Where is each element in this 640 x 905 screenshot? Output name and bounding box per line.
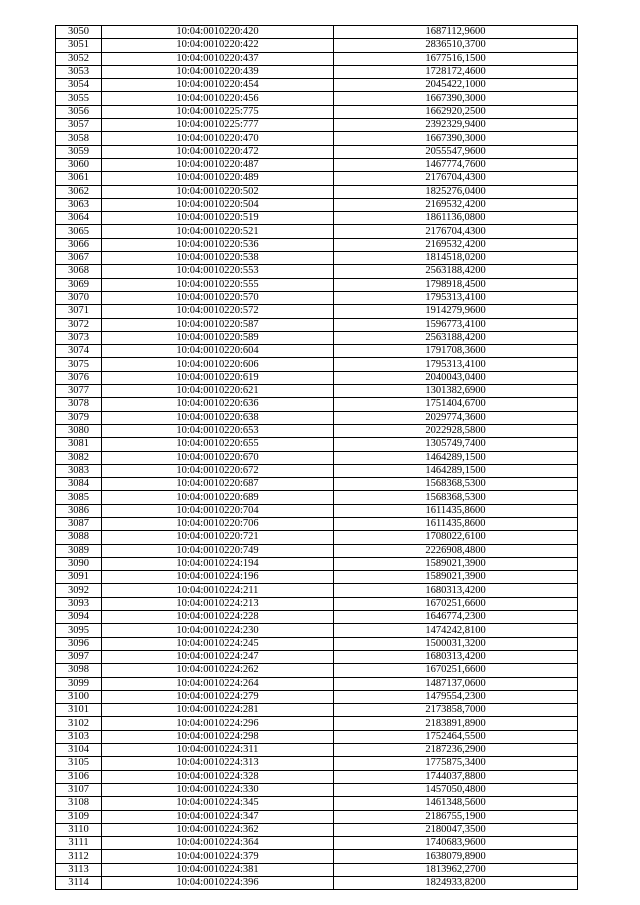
value-cell: 1596773,4100 <box>334 318 578 331</box>
cadastral-number-cell: 10:04:0010220:572 <box>102 305 334 318</box>
cadastral-number-cell: 10:04:0010220:420 <box>102 26 334 39</box>
value-cell: 1474242,8100 <box>334 624 578 637</box>
value-cell: 1611435,8600 <box>334 517 578 530</box>
value-cell: 1824933,8200 <box>334 877 578 890</box>
table-row <box>56 212 578 225</box>
row-number-cell: 3078 <box>56 398 102 411</box>
value-cell: 2180047,3500 <box>334 823 578 836</box>
value-cell: 2029774,3600 <box>334 411 578 424</box>
cadastral-number-cell: 10:04:0010224:347 <box>102 810 334 823</box>
table-row <box>56 278 578 291</box>
cadastral-number-cell: 10:04:0010224:228 <box>102 611 334 624</box>
value-cell: 1728172,4600 <box>334 65 578 78</box>
table-row <box>56 331 578 344</box>
row-number-cell: 3058 <box>56 132 102 145</box>
cadastral-number-cell: 10:04:0010220:687 <box>102 478 334 491</box>
row-number-cell: 3092 <box>56 584 102 597</box>
cadastral-number-cell: 10:04:0010224:330 <box>102 783 334 796</box>
cadastral-number-cell: 10:04:0010220:672 <box>102 464 334 477</box>
value-cell: 1740683,9600 <box>334 837 578 850</box>
table-row <box>56 198 578 211</box>
table-row <box>56 345 578 358</box>
value-cell: 1487137,0600 <box>334 677 578 690</box>
value-cell: 2173858,7000 <box>334 704 578 717</box>
table-row <box>56 172 578 185</box>
table-row <box>56 850 578 863</box>
value-cell: 2563188,4200 <box>334 265 578 278</box>
value-cell: 1751404,6700 <box>334 398 578 411</box>
cadastral-number-cell: 10:04:0010220:439 <box>102 65 334 78</box>
value-cell: 1464289,1500 <box>334 451 578 464</box>
cadastral-number-cell: 10:04:0010220:536 <box>102 238 334 251</box>
value-cell: 1667390,3000 <box>334 132 578 145</box>
table-row <box>56 105 578 118</box>
cadastral-number-cell: 10:04:0010224:279 <box>102 690 334 703</box>
cadastral-number-cell: 10:04:0010220:704 <box>102 504 334 517</box>
row-number-cell: 3065 <box>56 225 102 238</box>
value-cell: 2169532,4200 <box>334 198 578 211</box>
cadastral-number-cell: 10:04:0010224:194 <box>102 557 334 570</box>
value-cell: 1667390,3000 <box>334 92 578 105</box>
row-number-cell: 3070 <box>56 291 102 304</box>
value-cell: 1795313,4100 <box>334 358 578 371</box>
value-cell: 2176704,4300 <box>334 225 578 238</box>
value-cell: 2563188,4200 <box>334 331 578 344</box>
table-row <box>56 491 578 504</box>
row-number-cell: 3059 <box>56 145 102 158</box>
row-number-cell: 3069 <box>56 278 102 291</box>
value-cell: 1814518,0200 <box>334 252 578 265</box>
cadastral-number-cell: 10:04:0010220:689 <box>102 491 334 504</box>
table-body <box>56 26 578 890</box>
value-cell: 2022928,5800 <box>334 424 578 437</box>
table-row <box>56 730 578 743</box>
table-row <box>56 478 578 491</box>
table-row <box>56 837 578 850</box>
table-row <box>56 451 578 464</box>
table-row <box>56 65 578 78</box>
row-number-cell: 3052 <box>56 52 102 65</box>
cadastral-number-cell: 10:04:0010220:538 <box>102 252 334 265</box>
cadastral-number-cell: 10:04:0010224:211 <box>102 584 334 597</box>
row-number-cell: 3108 <box>56 797 102 810</box>
value-cell: 2183891,8900 <box>334 717 578 730</box>
table-row <box>56 717 578 730</box>
table-row <box>56 517 578 530</box>
cadastral-number-cell: 10:04:0010224:298 <box>102 730 334 743</box>
row-number-cell: 3113 <box>56 863 102 876</box>
cadastral-number-cell: 10:04:0010220:587 <box>102 318 334 331</box>
cadastral-number-cell: 10:04:0010224:381 <box>102 863 334 876</box>
cadastral-number-cell: 10:04:0010220:606 <box>102 358 334 371</box>
table-row <box>56 145 578 158</box>
value-cell: 1500031,3200 <box>334 637 578 650</box>
row-number-cell: 3104 <box>56 744 102 757</box>
value-cell: 1568368,5300 <box>334 478 578 491</box>
value-cell: 2055547,9600 <box>334 145 578 158</box>
table-row <box>56 770 578 783</box>
row-number-cell: 3080 <box>56 424 102 437</box>
table-row <box>56 810 578 823</box>
cadastral-number-cell: 10:04:0010224:247 <box>102 650 334 663</box>
row-number-cell: 3063 <box>56 198 102 211</box>
value-cell: 2040043,0400 <box>334 371 578 384</box>
row-number-cell: 3101 <box>56 704 102 717</box>
value-cell: 1301382,6900 <box>334 385 578 398</box>
table-row <box>56 39 578 52</box>
row-number-cell: 3060 <box>56 158 102 171</box>
table-row <box>56 504 578 517</box>
cadastral-number-cell: 10:04:0010225:777 <box>102 119 334 132</box>
table-row <box>56 119 578 132</box>
cadastral-number-cell: 10:04:0010220:589 <box>102 331 334 344</box>
table-row <box>56 358 578 371</box>
cadastral-number-cell: 10:04:0010220:454 <box>102 79 334 92</box>
table-row <box>56 185 578 198</box>
cadastral-number-cell: 10:04:0010220:553 <box>102 265 334 278</box>
value-cell: 1479554,2300 <box>334 690 578 703</box>
cadastral-number-cell: 10:04:0010220:555 <box>102 278 334 291</box>
table-row <box>56 863 578 876</box>
cadastral-number-cell: 10:04:0010224:262 <box>102 664 334 677</box>
table-row <box>56 398 578 411</box>
table-row <box>56 158 578 171</box>
row-number-cell: 3054 <box>56 79 102 92</box>
cadastral-number-cell: 10:04:0010220:521 <box>102 225 334 238</box>
table-row <box>56 677 578 690</box>
cadastral-number-cell: 10:04:0010220:653 <box>102 424 334 437</box>
value-cell: 1795313,4100 <box>334 291 578 304</box>
row-number-cell: 3091 <box>56 571 102 584</box>
value-cell: 1791708,3600 <box>334 345 578 358</box>
value-cell: 1467774,7600 <box>334 158 578 171</box>
row-number-cell: 3099 <box>56 677 102 690</box>
cadastral-number-cell: 10:04:0010220:456 <box>102 92 334 105</box>
value-cell: 1861136,0800 <box>334 212 578 225</box>
cadastral-number-cell: 10:04:0010224:313 <box>102 757 334 770</box>
row-number-cell: 3073 <box>56 331 102 344</box>
row-number-cell: 3066 <box>56 238 102 251</box>
cadastral-number-cell: 10:04:0010220:489 <box>102 172 334 185</box>
row-number-cell: 3079 <box>56 411 102 424</box>
cadastral-number-cell: 10:04:0010224:362 <box>102 823 334 836</box>
cadastral-number-cell: 10:04:0010224:364 <box>102 837 334 850</box>
value-cell: 2176704,4300 <box>334 172 578 185</box>
cadastral-number-cell: 10:04:0010224:230 <box>102 624 334 637</box>
value-cell: 1589021,3900 <box>334 557 578 570</box>
cadastral-number-cell: 10:04:0010224:281 <box>102 704 334 717</box>
row-number-cell: 3051 <box>56 39 102 52</box>
table-row <box>56 544 578 557</box>
cadastral-number-cell: 10:04:0010220:472 <box>102 145 334 158</box>
value-cell: 1825276,0400 <box>334 185 578 198</box>
row-number-cell: 3111 <box>56 837 102 850</box>
table-row <box>56 611 578 624</box>
cadastral-number-cell: 10:04:0010224:328 <box>102 770 334 783</box>
row-number-cell: 3050 <box>56 26 102 39</box>
row-number-cell: 3081 <box>56 438 102 451</box>
value-cell: 1914279,9600 <box>334 305 578 318</box>
value-cell: 1662920,2500 <box>334 105 578 118</box>
row-number-cell: 3056 <box>56 105 102 118</box>
row-number-cell: 3112 <box>56 850 102 863</box>
value-cell: 2169532,4200 <box>334 238 578 251</box>
row-number-cell: 3085 <box>56 491 102 504</box>
row-number-cell: 3074 <box>56 345 102 358</box>
value-cell: 2045422,1000 <box>334 79 578 92</box>
cadastral-value-table <box>55 25 578 890</box>
cadastral-number-cell: 10:04:0010220:504 <box>102 198 334 211</box>
value-cell: 1687112,9600 <box>334 26 578 39</box>
cadastral-number-cell: 10:04:0010220:422 <box>102 39 334 52</box>
cadastral-number-cell: 10:04:0010220:604 <box>102 345 334 358</box>
table-row <box>56 571 578 584</box>
value-cell: 1305749,7400 <box>334 438 578 451</box>
cadastral-number-cell: 10:04:0010220:638 <box>102 411 334 424</box>
table-row <box>56 823 578 836</box>
row-number-cell: 3106 <box>56 770 102 783</box>
row-number-cell: 3098 <box>56 664 102 677</box>
row-number-cell: 3095 <box>56 624 102 637</box>
value-cell: 1680313,4200 <box>334 584 578 597</box>
row-number-cell: 3086 <box>56 504 102 517</box>
table-row <box>56 690 578 703</box>
row-number-cell: 3067 <box>56 252 102 265</box>
table-row <box>56 424 578 437</box>
row-number-cell: 3072 <box>56 318 102 331</box>
cadastral-number-cell: 10:04:0010225:775 <box>102 105 334 118</box>
table-row <box>56 531 578 544</box>
table-row <box>56 26 578 39</box>
value-cell: 2187236,2900 <box>334 744 578 757</box>
row-number-cell: 3082 <box>56 451 102 464</box>
cadastral-number-cell: 10:04:0010220:487 <box>102 158 334 171</box>
row-number-cell: 3107 <box>56 783 102 796</box>
row-number-cell: 3077 <box>56 385 102 398</box>
row-number-cell: 3075 <box>56 358 102 371</box>
table-row <box>56 744 578 757</box>
value-cell: 1611435,8600 <box>334 504 578 517</box>
row-number-cell: 3083 <box>56 464 102 477</box>
table-row <box>56 385 578 398</box>
value-cell: 1708022,6100 <box>334 531 578 544</box>
table-row <box>56 92 578 105</box>
table-row <box>56 597 578 610</box>
cadastral-number-cell: 10:04:0010220:706 <box>102 517 334 530</box>
table-row <box>56 704 578 717</box>
cadastral-number-cell: 10:04:0010220:502 <box>102 185 334 198</box>
value-cell: 2836510,3700 <box>334 39 578 52</box>
value-cell: 1680313,4200 <box>334 650 578 663</box>
table-row <box>56 252 578 265</box>
row-number-cell: 3088 <box>56 531 102 544</box>
value-cell: 2226908,4800 <box>334 544 578 557</box>
cadastral-number-cell: 10:04:0010220:655 <box>102 438 334 451</box>
value-cell: 1670251,6600 <box>334 664 578 677</box>
table-row <box>56 624 578 637</box>
row-number-cell: 3061 <box>56 172 102 185</box>
table-row <box>56 371 578 384</box>
table-row <box>56 132 578 145</box>
table-row <box>56 783 578 796</box>
row-number-cell: 3100 <box>56 690 102 703</box>
value-cell: 1457050,4800 <box>334 783 578 796</box>
table-row <box>56 877 578 890</box>
table-row <box>56 265 578 278</box>
value-cell: 1646774,2300 <box>334 611 578 624</box>
row-number-cell: 3094 <box>56 611 102 624</box>
table-row <box>56 664 578 677</box>
table-row <box>56 305 578 318</box>
cadastral-number-cell: 10:04:0010220:670 <box>102 451 334 464</box>
cadastral-number-cell: 10:04:0010224:396 <box>102 877 334 890</box>
row-number-cell: 3105 <box>56 757 102 770</box>
table-row <box>56 757 578 770</box>
cadastral-number-cell: 10:04:0010220:619 <box>102 371 334 384</box>
cadastral-number-cell: 10:04:0010224:345 <box>102 797 334 810</box>
cadastral-number-cell: 10:04:0010220:621 <box>102 385 334 398</box>
cadastral-number-cell: 10:04:0010220:721 <box>102 531 334 544</box>
cadastral-number-cell: 10:04:0010220:570 <box>102 291 334 304</box>
row-number-cell: 3084 <box>56 478 102 491</box>
cadastral-number-cell: 10:04:0010224:296 <box>102 717 334 730</box>
value-cell: 1798918,4500 <box>334 278 578 291</box>
cadastral-number-cell: 10:04:0010220:636 <box>102 398 334 411</box>
table-row <box>56 291 578 304</box>
table-row <box>56 637 578 650</box>
table-row <box>56 464 578 477</box>
cadastral-number-cell: 10:04:0010224:379 <box>102 850 334 863</box>
row-number-cell: 3096 <box>56 637 102 650</box>
value-cell: 1568368,5300 <box>334 491 578 504</box>
row-number-cell: 3109 <box>56 810 102 823</box>
row-number-cell: 3114 <box>56 877 102 890</box>
table-row <box>56 557 578 570</box>
row-number-cell: 3110 <box>56 823 102 836</box>
value-cell: 1775875,3400 <box>334 757 578 770</box>
row-number-cell: 3102 <box>56 717 102 730</box>
value-cell: 1638079,8900 <box>334 850 578 863</box>
cadastral-number-cell: 10:04:0010224:311 <box>102 744 334 757</box>
table-row <box>56 318 578 331</box>
value-cell: 1677516,1500 <box>334 52 578 65</box>
cadastral-number-cell: 10:04:0010224:264 <box>102 677 334 690</box>
row-number-cell: 3062 <box>56 185 102 198</box>
table-row <box>56 797 578 810</box>
cadastral-number-cell: 10:04:0010224:213 <box>102 597 334 610</box>
row-number-cell: 3089 <box>56 544 102 557</box>
row-number-cell: 3097 <box>56 650 102 663</box>
cadastral-number-cell: 10:04:0010220:749 <box>102 544 334 557</box>
cadastral-number-cell: 10:04:0010220:470 <box>102 132 334 145</box>
cadastral-number-cell: 10:04:0010220:437 <box>102 52 334 65</box>
value-cell: 2186755,1900 <box>334 810 578 823</box>
row-number-cell: 3093 <box>56 597 102 610</box>
table-row <box>56 52 578 65</box>
table-row <box>56 438 578 451</box>
cadastral-number-cell: 10:04:0010220:519 <box>102 212 334 225</box>
value-cell: 1461348,5600 <box>334 797 578 810</box>
row-number-cell: 3103 <box>56 730 102 743</box>
table-row <box>56 411 578 424</box>
row-number-cell: 3055 <box>56 92 102 105</box>
table-row <box>56 79 578 92</box>
value-cell: 1744037,8800 <box>334 770 578 783</box>
value-cell: 1589021,3900 <box>334 571 578 584</box>
table-row <box>56 238 578 251</box>
value-cell: 1464289,1500 <box>334 464 578 477</box>
row-number-cell: 3053 <box>56 65 102 78</box>
row-number-cell: 3076 <box>56 371 102 384</box>
value-cell: 1752464,5500 <box>334 730 578 743</box>
row-number-cell: 3090 <box>56 557 102 570</box>
table-row <box>56 584 578 597</box>
value-cell: 1813962,2700 <box>334 863 578 876</box>
cadastral-number-cell: 10:04:0010224:196 <box>102 571 334 584</box>
table-row <box>56 650 578 663</box>
row-number-cell: 3068 <box>56 265 102 278</box>
table-row <box>56 225 578 238</box>
value-cell: 1670251,6600 <box>334 597 578 610</box>
row-number-cell: 3064 <box>56 212 102 225</box>
cadastral-number-cell: 10:04:0010224:245 <box>102 637 334 650</box>
row-number-cell: 3071 <box>56 305 102 318</box>
row-number-cell: 3057 <box>56 119 102 132</box>
row-number-cell: 3087 <box>56 517 102 530</box>
value-cell: 2392329,9400 <box>334 119 578 132</box>
